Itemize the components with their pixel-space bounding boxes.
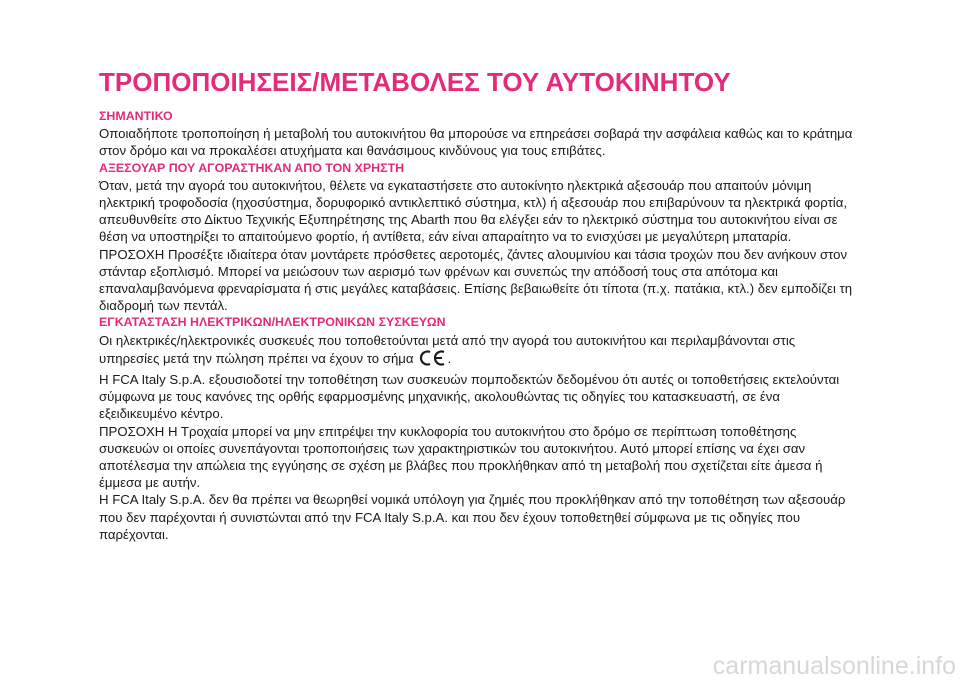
paragraph: ΠΡΟΣΟΧΗ Η Τροχαία μπορεί να μην επιτρέψει την κυκλοφορία του αυτοκινήτου στο δρόμο σε περίπτωση τοποθέτησης συσκευών οι οποίες συνεπάγονται τροποποιήσεις των χαρακτηριστικών του αυτοκινήτου. Αυτό μπορεί επίσης να έχει σαν αποτέλεσμα την απώλεια της εγγύησης σε σχέση με βλάβες που προκλήθηκαν από τη μεταβολή που σχετίζεται είτε άμεσα ή έμμεσα με αυτήν. — [99, 423, 823, 491]
paragraph: Οποιαδήποτε τροποποίηση ή μεταβολή του αυτοκινήτου θα μπορούσε να επηρεάσει σοβαρά την ασφάλεια καθώς και το κράτημα στον δρόμο και να προκαλέσει ατυχήματα και θανάσιμους κινδύνους για τους επιβάτες. — [99, 126, 853, 159]
section-heading-important: ΣΗΜΑΝΤΙΚΟ — [99, 109, 173, 123]
paragraph: Η FCA Italy S.p.A. εξουσιοδοτεί την τοποθέτηση των συσκευών πομποδεκτών δεδομένου ότι αυτές οι τοποθετήσεις εκτελούνται σύμφωνα με τους κανόνες της ορθής εφαρμοσμένης μηχανικής, ακολουθώντας τις οδηγίες του κατασκευαστή, σε ένα εξειδικευμένο κέντρο. — [99, 372, 840, 422]
document-body — [99, 108, 859, 543]
section-heading-accessories: ΑΞΕΣΟΥΑΡ ΠΟΥ ΑΓΟΡΑΣΤΗΚΑΝ ΑΠΟ ΤΟΝ ΧΡΗΣΤΗ — [99, 160, 405, 175]
section-heading-electronic-devices: ΕΓΚΑΤΑΣΤΑΣΗ ΗΛΕΚΤΡΙΚΩΝ/ΗΛΕΚΤΡΟΝΙΚΩΝ ΣΥΣΚΕΥΩΝ — [99, 315, 446, 330]
paragraph: ΠΡΟΣΟΧΗ Προσέξτε ιδιαίτερα όταν μοντάρετε πρόσθετες αεροτομές, ζάντες αλουμινίου και τάσια τροχών που δεν ανήκουν στον στάνταρ εξοπλισμό. Μπορεί να μειώσουν των αερισμό των φρένων και συνεπώς την απόδοσή τους στα απότομα και επαναλαμβανόμενα φρεναρίσματα ή στις μεγάλες καταβάσεις. Επίσης βεβαιωθείτε ότι τίποτα (π.χ. πατάκια, κτλ.) δεν εμποδίζει τη διαδρομή των πεντάλ. — [99, 246, 853, 314]
paragraph: Η FCA Italy S.p.A. δεν θα πρέπει να θεωρηθεί νομικά υπόλογη για ζημιές που προκλήθηκαν από την τοποθέτηση των αξεσουάρ που δεν παρέχονται ή συνιστώνται από την FCA Italy S.p.A. και που δεν έχουν τοποθετηθεί σύμφωνα με τις οδηγίες που παρέχονται. — [99, 492, 846, 542]
ce-mark-svg — [418, 349, 448, 367]
ce-paragraph-end: . — [447, 350, 452, 366]
page-title: ΤΡΟΠΟΠΟΙΗΣΕΙΣ/ΜΕΤΑΒΟΛΕΣ ΤΟΥ ΑΥΤΟΚΙΝΗΤΟΥ — [99, 67, 731, 97]
watermark: carmanualsonline.info — [712, 652, 956, 680]
ce-mark-icon — [418, 349, 448, 371]
ce-paragraph-text: Οι ηλεκτρικές/ηλεκτρονικές συσκευές που τοποθετούνται μετά από την αγορά του αυτοκινήτου και περιλαμβάνονται στις υπηρεσίες μετά την πώληση πρέπει να έχουν το σήμα — [99, 332, 796, 366]
paragraph-ce — [99, 332, 859, 371]
paragraph: Όταν, μετά την αγορά του αυτοκινήτου, θέλετε να εγκαταστήσετε στο αυτοκίνητο ηλεκτρικά αξεσουάρ που απαιτούν μόνιμη ηλεκτρική τροφοδοσία (ηχοσύστημα, δορυφορικό αντικλεπτικό σύστημα, κτλ) ή αξεσουάρ που επιβαρύνουν τα ηλεκτρικά φορτία, απευθυνθείτε στο Δίκτυο Τεχνικής Εξυπηρέτησης της Abarth που θα ελέγξει εάν το ηλεκτρικό σύστημα του αυτοκινήτου είναι σε θέση να υποστηρίξει το απαιτούμενο φορτίο, ή αντίθετα, εάν είναι απαραίτητο να το ενισχύσει με μεγαλύτερη μπαταρία. — [99, 177, 848, 245]
